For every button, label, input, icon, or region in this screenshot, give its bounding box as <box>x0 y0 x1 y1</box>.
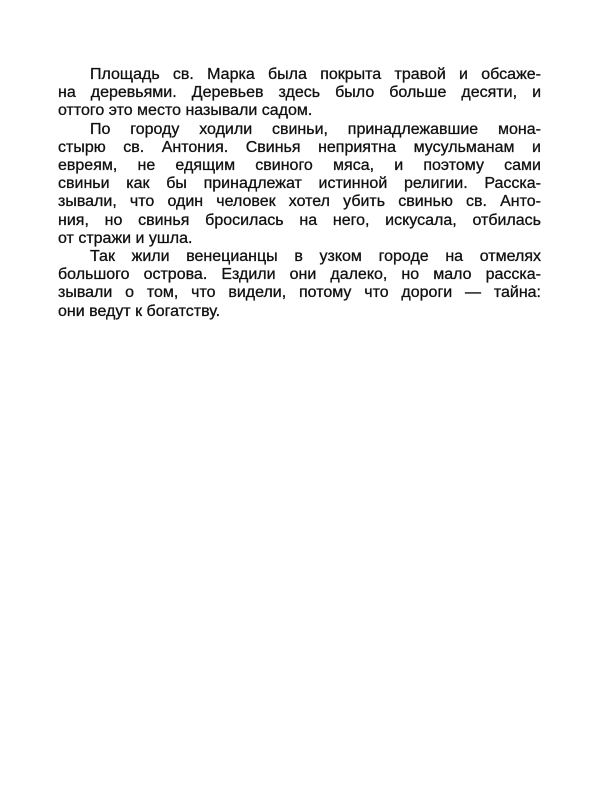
body-text <box>58 66 541 321</box>
text-line: они ведут к богатству. <box>58 302 221 320</box>
text-line: на деревьями. Деревьев здесь было больше десяти, и <box>58 84 541 102</box>
text-line: стырю св. Антония. Свинья неприятна мусульманам и <box>58 138 541 156</box>
text-line: По городу ходили свиньи, принадлежавшие мона- <box>90 120 541 138</box>
text-line: свиньи как бы принадлежат истинной религии. Расска- <box>58 175 541 193</box>
text-line: ния, но свинья бросилась на него, искусала, отбилась <box>58 211 541 229</box>
text-line: евреям, не едящим свиного мяса, и поэтому сами <box>58 157 541 175</box>
text-line: от стражи и ушла. <box>58 229 193 247</box>
paragraph-3 <box>58 248 541 321</box>
text-line: большого острова. Ездили они далеко, но мало расска- <box>58 266 541 284</box>
text-line: оттого это место называли садом. <box>58 102 313 120</box>
paragraph-2 <box>58 121 541 248</box>
text-line: зывали о том, что видели, потому что дороги — тайна: <box>58 284 541 302</box>
text-line: Так жили венецианцы в узком городе на отмелях <box>90 248 541 266</box>
text-line: Площадь св. Марка была покрыта травой и обсаже- <box>90 66 541 83</box>
text-line: зывали, что один человек хотел убить свинью св. Анто- <box>58 193 541 211</box>
paragraph-1 <box>58 66 541 121</box>
